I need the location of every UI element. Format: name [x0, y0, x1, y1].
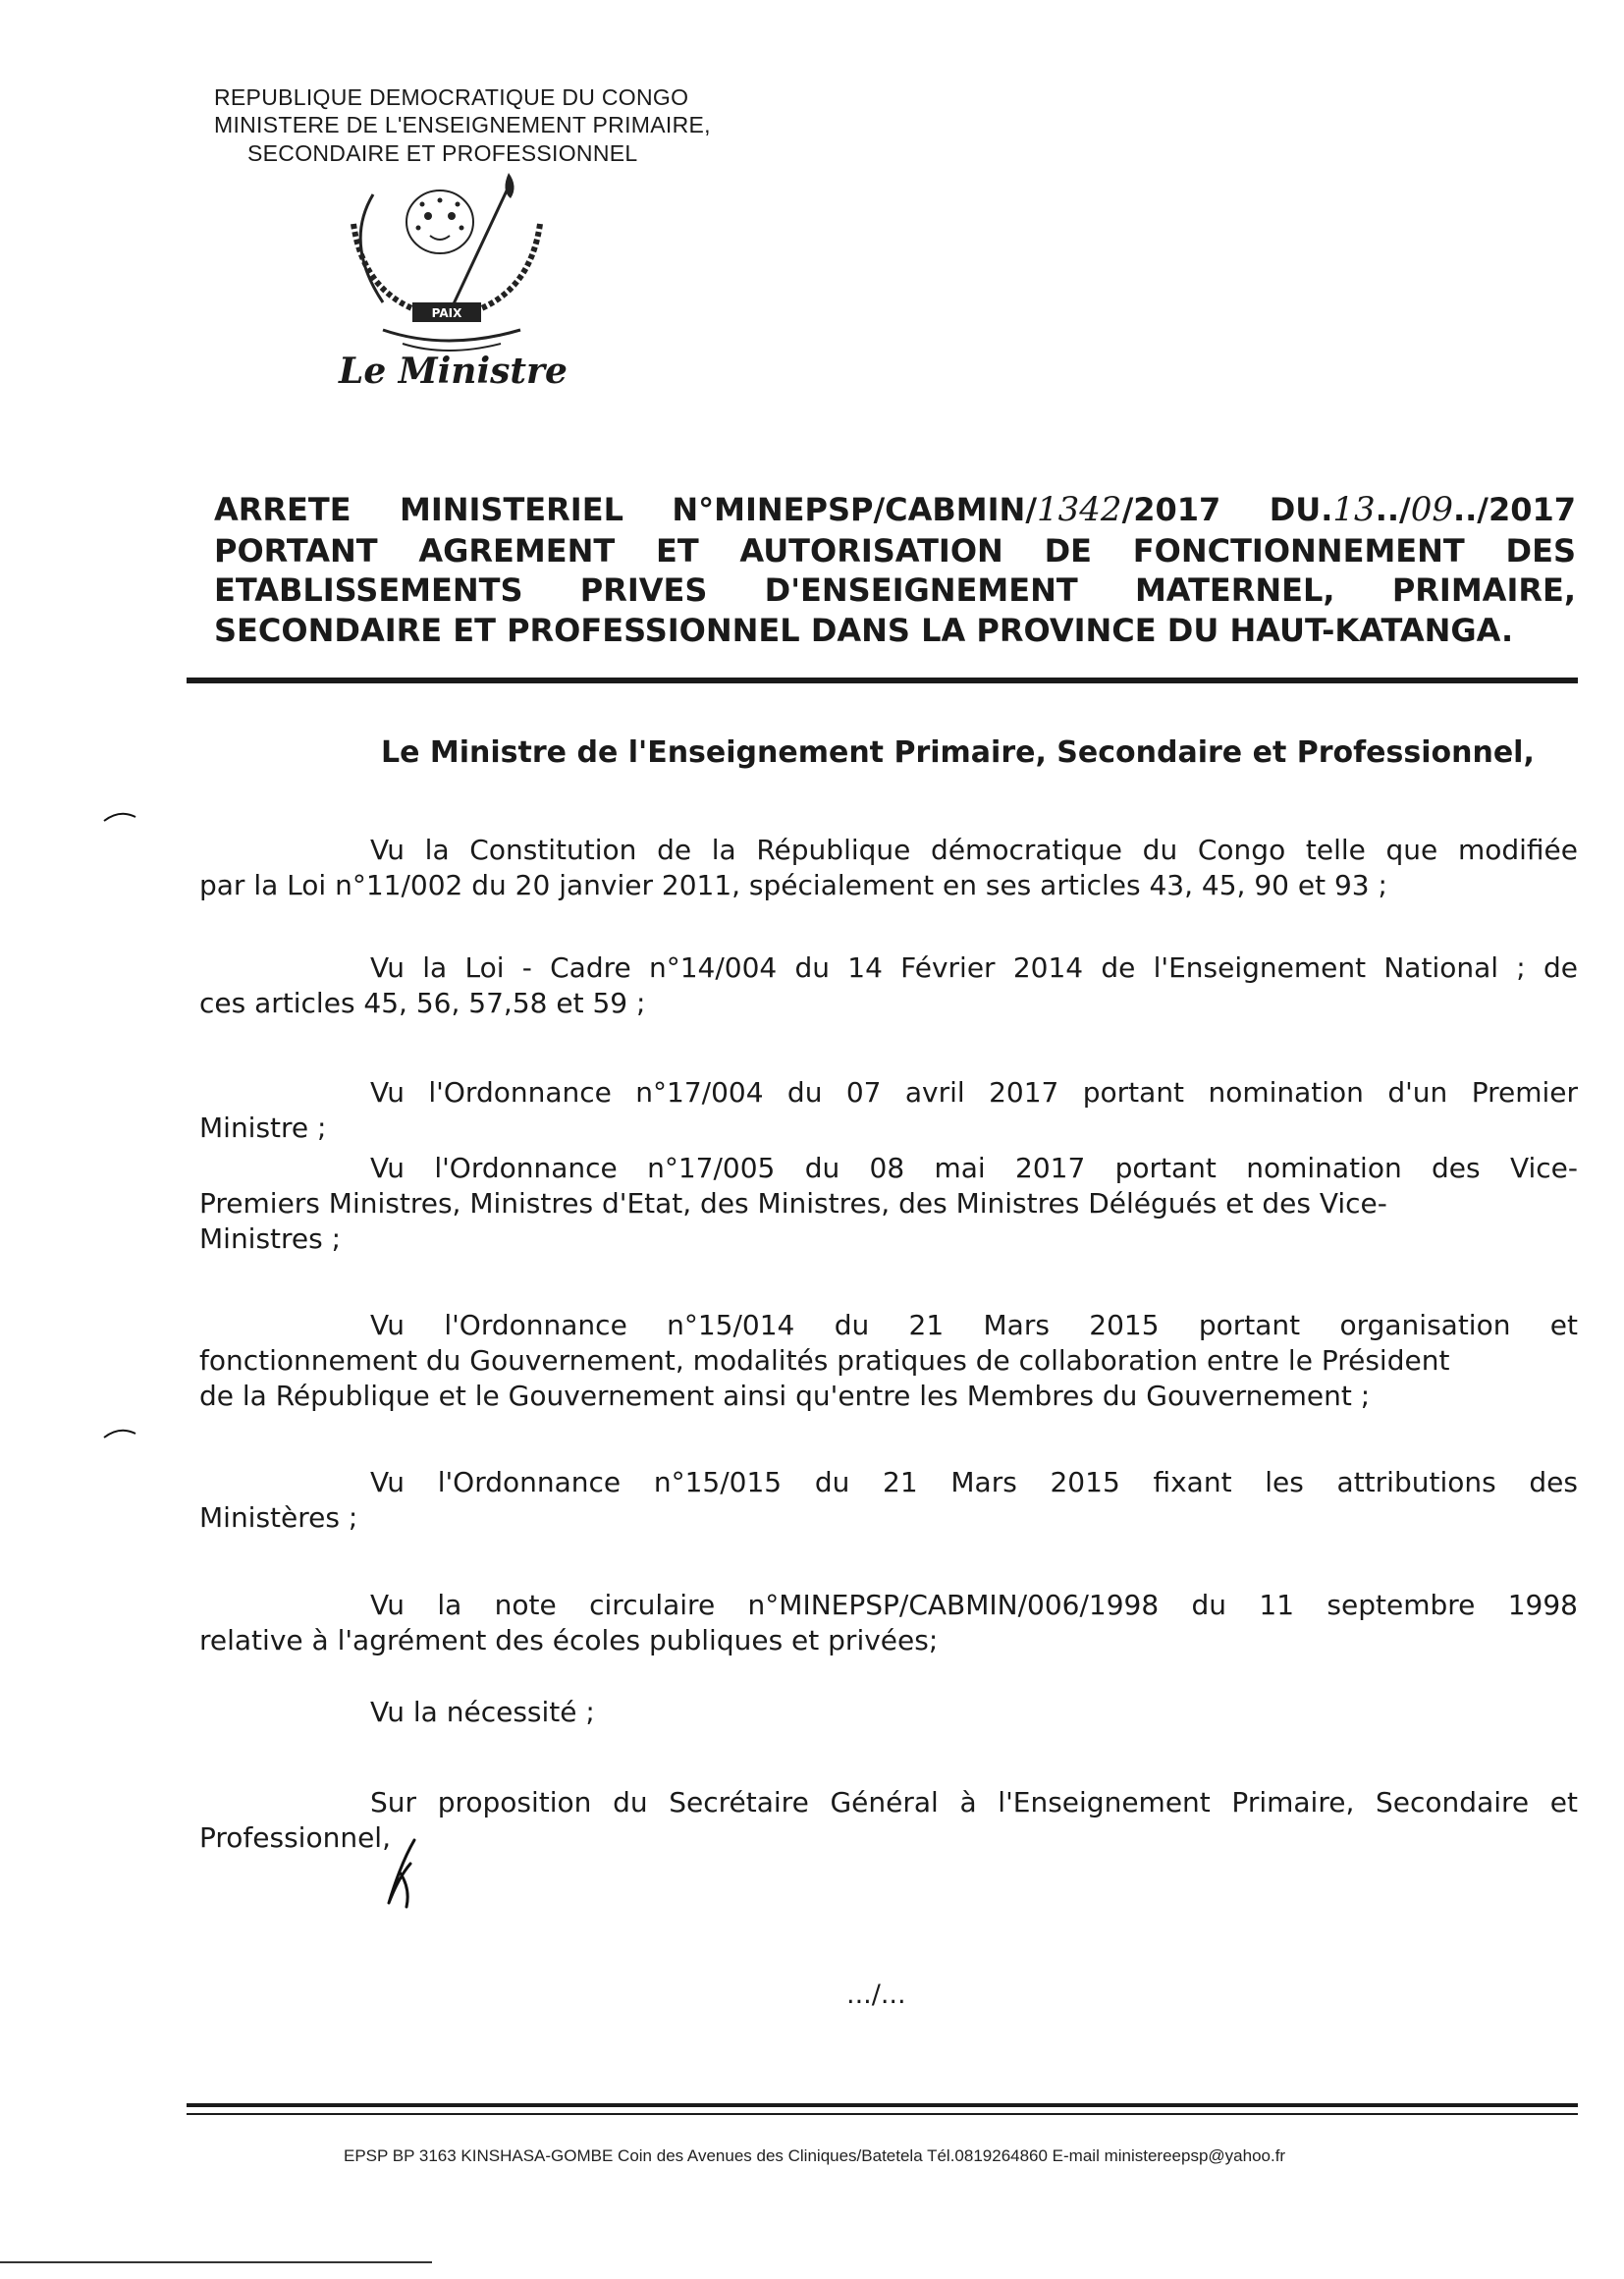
- paragraph-ordonnance-premier-ministre: [199, 1075, 1578, 1146]
- decree-day-handwritten: 13: [1332, 490, 1376, 529]
- paragraph-note-circulaire: [199, 1588, 1578, 1658]
- paragraph-line: Professionnel,: [199, 1821, 391, 1854]
- decree-title-line2: PORTANT AGREMENT ET AUTORISATION DE FONCTIONNEMENT DES: [214, 532, 1576, 570]
- scan-edge-line: [0, 2261, 432, 2263]
- title-divider: [187, 678, 1578, 683]
- margin-mark: [102, 809, 137, 823]
- paragraph-ordonnance-ministres: [199, 1151, 1578, 1257]
- paragraph-line: Ministres ;: [199, 1222, 342, 1255]
- paragraph-line: Sur proposition du Secrétaire Général à l'Enseignement Primaire, Secondaire et: [370, 1786, 1578, 1818]
- continuation-marker: .../...: [846, 1980, 906, 2010]
- footer-contact: EPSP BP 3163 KINSHASA-GOMBE Coin des Avenues des Cliniques/Batetela Tél.0819264860 E-mail ministereepsp@yahoo.fr: [344, 2146, 1286, 2165]
- paragraph-loi-cadre: [199, 950, 1578, 1021]
- footer-divider-top: [187, 2103, 1578, 2107]
- paragraph-line: Vu l'Ordonnance n°17/005 du 08 mai 2017 portant nomination des Vice-: [370, 1152, 1578, 1184]
- paragraph-line: Vu l'Ordonnance n°15/015 du 21 Mars 2015 fixant les attributions des: [370, 1466, 1578, 1498]
- paragraph-line: Vu l'Ordonnance n°15/014 du 21 Mars 2015 portant organisation et: [370, 1309, 1578, 1341]
- decree-title-line1: [214, 491, 1576, 528]
- decree-number-prefix: ARRETE MINISTERIEL N°MINEPSP/CABMIN/: [214, 491, 1038, 528]
- footer-divider-bottom: [187, 2113, 1578, 2115]
- decree-date-suffix: ../2017: [1452, 491, 1577, 528]
- paragraph-line: Vu la Loi - Cadre n°14/004 du 14 Février 2014 de l'Enseignement National ; de: [370, 951, 1578, 984]
- decree-number-handwritten: 1342: [1037, 490, 1122, 529]
- decree-title-line3: ETABLISSEMENTS PRIVES D'ENSEIGNEMENT MATERNEL, PRIMAIRE,: [214, 571, 1576, 609]
- letterhead-ministry-line2: SECONDAIRE ET PROFESSIONNEL: [247, 140, 638, 166]
- paragraph-line: par la Loi n°11/002 du 20 janvier 2011, spécialement en ses articles 43, 45, 90 et 93 ;: [199, 869, 1387, 901]
- paragraph-line: Vu l'Ordonnance n°17/004 du 07 avril 2017 portant nomination d'un Premier: [370, 1076, 1578, 1109]
- letterhead-country: REPUBLIQUE DEMOCRATIQUE DU CONGO: [214, 84, 689, 110]
- seal-ribbon-text: PAIX: [431, 306, 462, 320]
- paragraph-line: Premiers Ministres, Ministres d'Etat, des Ministres, des Ministres Délégués et des Vice-: [199, 1187, 1387, 1220]
- decree-date-sep: ../: [1375, 491, 1411, 528]
- preamble: Le Ministre de l'Enseignement Primaire, Secondaire et Professionnel,: [381, 735, 1535, 770]
- paragraph-ordonnance-gouvernement: [199, 1308, 1578, 1414]
- paragraph-line: Vu la note circulaire n°MINEPSP/CABMIN/006/1998 du 11 septembre 1998: [370, 1589, 1578, 1621]
- coat-of-arms-seal: [324, 165, 569, 361]
- minister-signature-title: Le Ministre: [339, 351, 568, 392]
- handwritten-initial-mark: [371, 1834, 430, 1913]
- paragraph-necessite: Vu la nécessité ;: [370, 1696, 595, 1728]
- paragraph-line: relative à l'agrément des écoles publiques et privées;: [199, 1624, 939, 1656]
- margin-mark: [102, 1426, 137, 1439]
- paragraph-line: Vu la Constitution de la République démocratique du Congo telle que modifiée: [370, 834, 1578, 866]
- decree-title-line4: SECONDAIRE ET PROFESSIONNEL DANS LA PROVINCE DU HAUT-KATANGA.: [214, 612, 1514, 649]
- decree-month-handwritten: 09: [1410, 490, 1453, 529]
- paragraph-line: fonctionnement du Gouvernement, modalités pratiques de collaboration entre le Président: [199, 1344, 1450, 1377]
- paragraph-line: Ministre ;: [199, 1112, 327, 1144]
- paragraph-ordonnance-attributions: [199, 1465, 1578, 1536]
- paragraph-line: de la République et le Gouvernement ainsi qu'entre les Membres du Gouvernement ;: [199, 1380, 1371, 1412]
- decree-date-mid: /2017 DU.: [1121, 491, 1333, 528]
- paragraph-line: ces articles 45, 56, 57,58 et 59 ;: [199, 987, 646, 1019]
- letterhead-ministry-line1: MINISTERE DE L'ENSEIGNEMENT PRIMAIRE,: [214, 112, 711, 137]
- paragraph-line: Ministères ;: [199, 1501, 358, 1534]
- paragraph-constitution: [199, 833, 1578, 903]
